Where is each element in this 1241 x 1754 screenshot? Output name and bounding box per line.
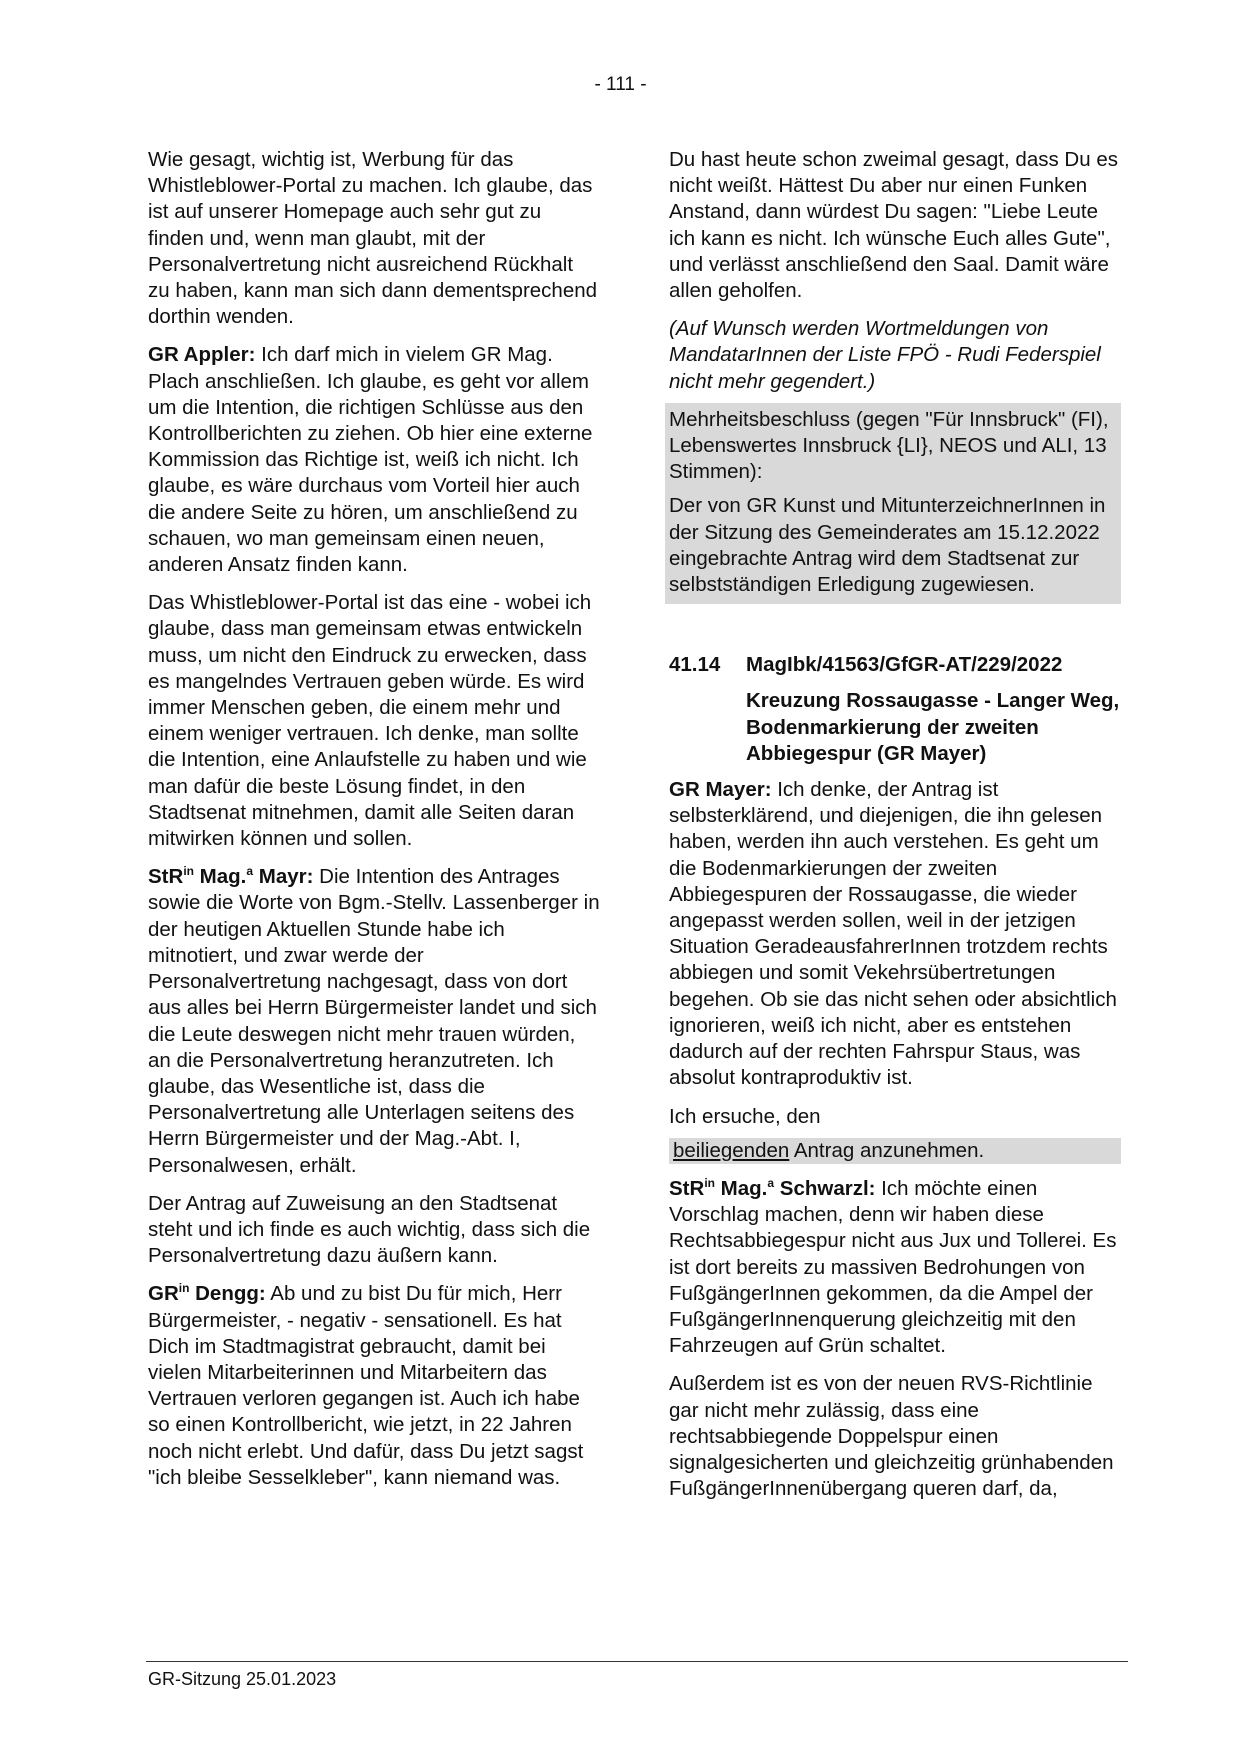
paragraph [148, 1281, 600, 1491]
paragraph [669, 777, 1121, 1091]
paragraph: Das Whistleblower-Portal ist das eine - wobei ich glaube, dass man gemeinsam etwas entwickeln muss, um nicht den Eindruck zu erwecken, dass es mangelndes Vertrauen geben würde. Es wird immer Menschen geben, die einem mehr und einem weniger vertrauen. Ich denke, man sollte die Intention, eine Anlaufstelle zu haben und wie man dafür die beste Lösung findet, in den Stadtsenat mitnehmen, damit alle Seiten daran mitwirken können und sollen. [148, 591, 592, 851]
speaker-name: $GR^{in}$ Dengg: [148, 1281, 266, 1306]
speech-text: Die Intention des Antrages sowie die Worte von Bgm.-Stellv. Lassenberger in der heutigen Aktuellen Stunde habe ich mitnotiert, und zwar werde der Personalvertretung nachgesagt, dass von dort aus alles bei Herrn Bürgermeister landet und sich die Leute deswegen nicht mehr trauen würden, an die Personalvertretung heranzutreten. Ich glaube, das Wesentliche ist, dass die Personalvertretung alle Unterlagen seitens des Herrn Bürgermeister und der Mag.-Abt. I, Personalwesen, erhält. [148, 865, 600, 1177]
agenda-item-title: Kreuzung Rossaugasse - Langer Weg, Bodenmarkierung der zweiten Abbiegespur (GR Mayer) [746, 689, 1120, 765]
speaker-name: StR$^{in}$ Mag.$^a$ Schwarzl: [669, 1176, 876, 1200]
resolution-vote: Mehrheitsbeschluss (gegen "Für Innsbruck" (FI), Lebenswertes Innsbruck {LI}, NEOS und ALI, 13 Stimmen): [665, 403, 1121, 486]
motion-line: beiliegenden Antrag anzunehmen. [669, 1138, 1121, 1164]
footer: GR-Sitzung 25.01.2023 [148, 1669, 337, 1689]
speaker-name: GR Mayer: [669, 778, 772, 802]
speaker-name: StR$^{in}$ Mag.$^a$ Mayr: [148, 864, 314, 889]
page-number: - 111 - [594, 74, 647, 95]
editorial-note: (Auf Wunsch werden Wortmeldungen von MandatarInnen der Liste FPÖ - Rudi Federspiel nicht mehr gegendert.) [669, 317, 1101, 393]
paragraph [148, 864, 600, 1178]
motion-link[interactable]: beiliegenden [673, 1138, 790, 1162]
paragraph: Ich ersuche, den [669, 1104, 821, 1128]
speaker-name: GR Appler: [148, 343, 256, 367]
paragraph: Außerdem ist es von der neuen RVS-Richtlinie gar nicht mehr zulässig, dass eine rechtsabbiegende Doppelspur einen signalgesicherten und gleichzeitig grünhabenden FußgängerInnenübergang queren darf, da, [669, 1372, 1114, 1501]
paragraph: Der Antrag auf Zuweisung an den Stadtsenat steht und ich finde es auch wichtig, dass sich die Personalvertretung dazu äußern kann. [148, 1191, 591, 1268]
left-column [148, 147, 600, 1503]
paragraph [148, 342, 600, 578]
resolution-text: Der von GR Kunst und MitunterzeichnerInnen in der Sitzung des Gemeinderates am 15.12.2022 eingebrachte Antrag wird dem Stadtsenat zur selbstständigen Erledigung zugewiesen. [665, 485, 1121, 604]
paragraph: Wie gesagt, wichtig ist, Werbung für das Whistleblower-Portal zu machen. Ich glaube, das ist auf unserer Homepage auch sehr gut zu finden und, wenn man glaubt, mit der Personalvertretung nicht ausreichend Rückhalt zu haben, kann man sich dann dementsprechend dorthin wenden. [148, 148, 598, 329]
agenda-item-header [669, 652, 1121, 678]
speech-text: Ich denke, der Antrag ist selbsterklärend, und diejenigen, die ihn gelesen haben, werden ihn auch verstehen. Es geht um die Bodenmarkierungen der zweiten Abbiegespuren der Rossaugasse, die wieder angepasst werden sollen, weil in der jetzigen Situation GeradeausfahrerInnen trotzdem rechts abbiegen und somit Vekehrsübertretungen begehen. Ob sie das nicht sehen oder absichtlich ignorieren, weiß ich nicht, aber es entstehen dadurch auf der rechten Fahrspur Staus, was absolut kontraproduktiv ist. [669, 778, 1117, 1090]
speech-text: Ich darf mich in vielem GR Mag. Plach anschließen. Ich glaube, es geht vor allem um die Intention, die richtigen Schlüsse aus den Kontrollberichten zu ziehen. Ob hier eine externe Kommission das Richtige ist, weiß ich nicht. Ich glaube, es wäre durchaus vom Vorteil hier auch die andere Seite zu hören, um anschließend zu schauen, wo man gemeinsam einen neuen, anderen Ansatz finden kann. [148, 343, 593, 577]
speech-text: Ab und zu bist Du für mich, Herr Bürgermeister, - negativ - sensationell. Es hat Dich im Stadtmagistrat gebraucht, damit bei vielen Mitarbeiterinnen und Mitarbeitern das Vertrauen verloren gegangen ist. Auch ich habe so einen Kontrollbericht, wie jetzt, in 22 Jahren noch nicht erlebt. Und dafür, dass Du jetzt sagst "ich bleibe Sesselkleber", kann niemand was. [148, 1282, 584, 1489]
agenda-item-reference: MagIbk/41563/GfGR-AT/229/2022 [746, 653, 1063, 677]
footer-divider [146, 1661, 1128, 1662]
right-column [669, 147, 1121, 1514]
speech-text: Ich möchte einen Vorschlag machen, denn wir haben diese Rechtsabbiegespur nicht aus Jux und Tollerei. Es ist dort bereits zu massiven Bedrohungen von FußgängerInnen gekommen, da die Ampel der FußgängerInnenquerung gleichzeitig mit den Fahrzeugen auf Grün schaltet. [669, 1176, 1117, 1358]
agenda-item-number: 41.14 [669, 653, 721, 677]
paragraph: Du hast heute schon zweimal gesagt, dass Du es nicht weißt. Hättest Du aber nur einen Funken Anstand, dann würdest Du sagen: "Liebe Leute ich kann es nicht. Ich wünsche Euch alles Gute", und verlässt anschließend den Saal. Damit wäre allen geholfen. [669, 148, 1118, 303]
paragraph [669, 1176, 1121, 1359]
